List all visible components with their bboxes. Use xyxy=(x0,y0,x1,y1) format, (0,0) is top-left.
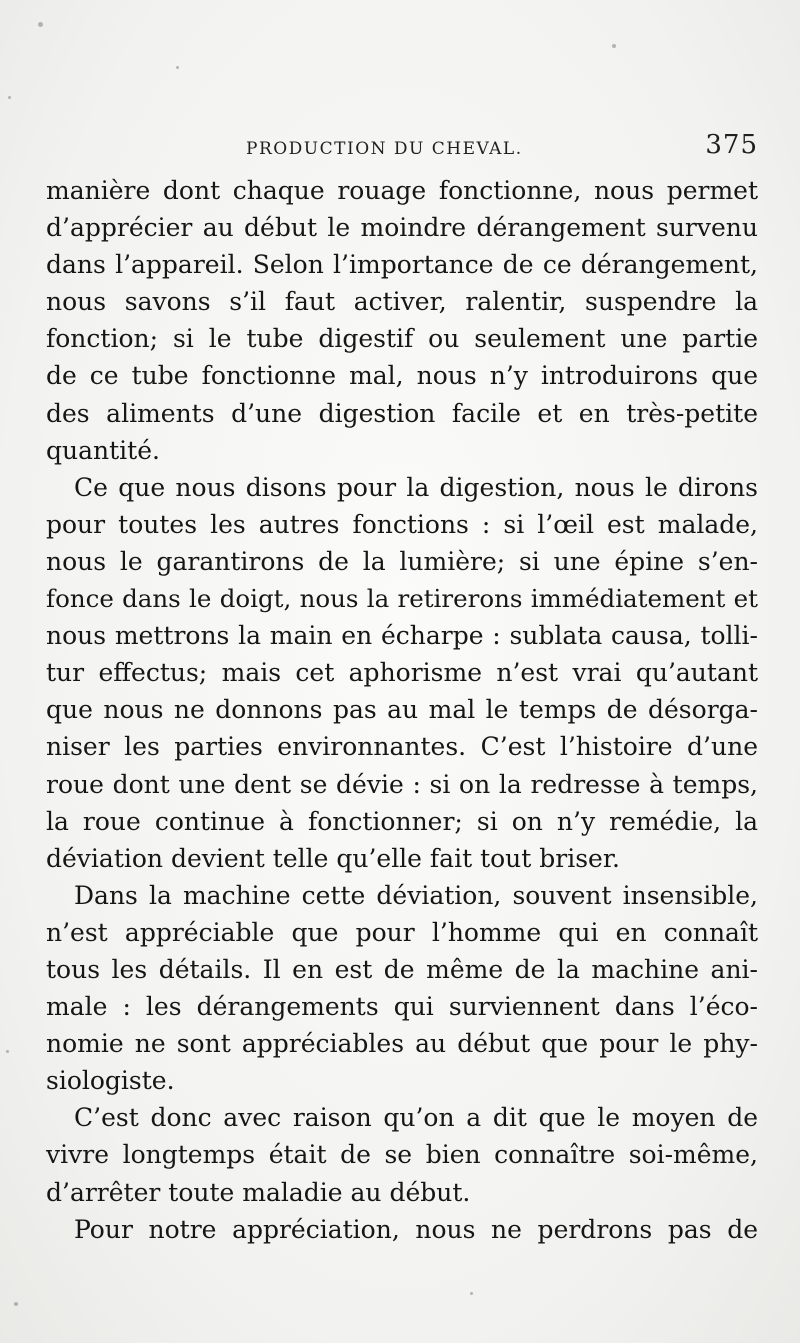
text-line: tous les détails. Il en est de même de la machine ani- xyxy=(46,954,758,984)
print-speck xyxy=(8,96,11,99)
text-line: fonction; si le tube digestif ou seulement une partie xyxy=(46,324,758,354)
print-speck xyxy=(14,1302,18,1306)
text-line: n’est appréciable que pour l’homme qui en connaît xyxy=(46,917,758,947)
text-line: pour toutes les autres fonctions : si l’œil est malade, xyxy=(46,509,758,539)
text-line: manière dont chaque rouage fonctionne, nous permet xyxy=(46,176,758,205)
text-line: roue dont une dent se dévie : si on la redresse à temps, xyxy=(46,769,758,799)
text-line: des aliments d’une digestion facile et en très-petite xyxy=(46,398,758,428)
text-line: la roue continue à fonctionner; si on n’y remédie, la xyxy=(46,806,758,836)
text-line: Ce que nous disons pour la digestion, nous le dirons xyxy=(74,472,758,502)
text-line: fonce dans le doigt, nous la retirerons immédiatement et xyxy=(46,584,758,614)
print-speck xyxy=(6,1050,9,1053)
text-line: vivre longtemps était de se bien connaître soi-même, xyxy=(46,1140,758,1170)
running-head-title: PRODUCTION DU CHEVAL. xyxy=(246,139,523,159)
text-line: dans l’appareil. Selon l’importance de ce dérangement, xyxy=(46,250,758,280)
text-line: que nous ne donnons pas au mal le temps de désorga- xyxy=(46,695,758,725)
text-line: Pour notre appréciation, nous ne perdrons pas de xyxy=(74,1214,758,1244)
text-line: tur effectus; mais cet aphorisme n’est vrai qu’autant xyxy=(46,658,758,688)
text-line: C’est donc avec raison qu’on a dit que le moyen de xyxy=(74,1103,758,1133)
text-line: quantité. xyxy=(46,435,160,465)
text-line: d’apprécier au début le moindre dérangement survenu xyxy=(46,213,758,243)
text-line: male : les dérangements qui surviennent dans l’éco- xyxy=(46,992,758,1022)
text-line: nous le garantirons de la lumière; si une épine s’en- xyxy=(46,546,758,576)
text-line: nous mettrons la main en écharpe : sublata causa, tolli- xyxy=(46,621,758,651)
running-head xyxy=(46,130,758,166)
body-text xyxy=(46,172,758,1248)
text-line: siologiste. xyxy=(46,1066,175,1096)
text-line: nous savons s’il faut activer, ralentir, suspendre la xyxy=(46,287,758,317)
text-line: de ce tube fonctionne mal, nous n’y introduirons que xyxy=(46,361,758,391)
page-number: 375 xyxy=(705,130,758,160)
print-speck xyxy=(38,22,43,27)
text-line: nomie ne sont appréciables au début que pour le phy- xyxy=(46,1029,758,1059)
text-line: déviation devient telle qu’elle fait tout briser. xyxy=(46,843,620,873)
text-line: Dans la machine cette déviation, souvent insensible, xyxy=(74,880,758,910)
print-speck xyxy=(470,1292,473,1295)
print-speck xyxy=(176,66,179,69)
print-speck xyxy=(612,44,616,48)
text-line: d’arrêter toute maladie au début. xyxy=(46,1177,471,1207)
text-line: niser les parties environnantes. C’est l’histoire d’une xyxy=(46,732,758,762)
